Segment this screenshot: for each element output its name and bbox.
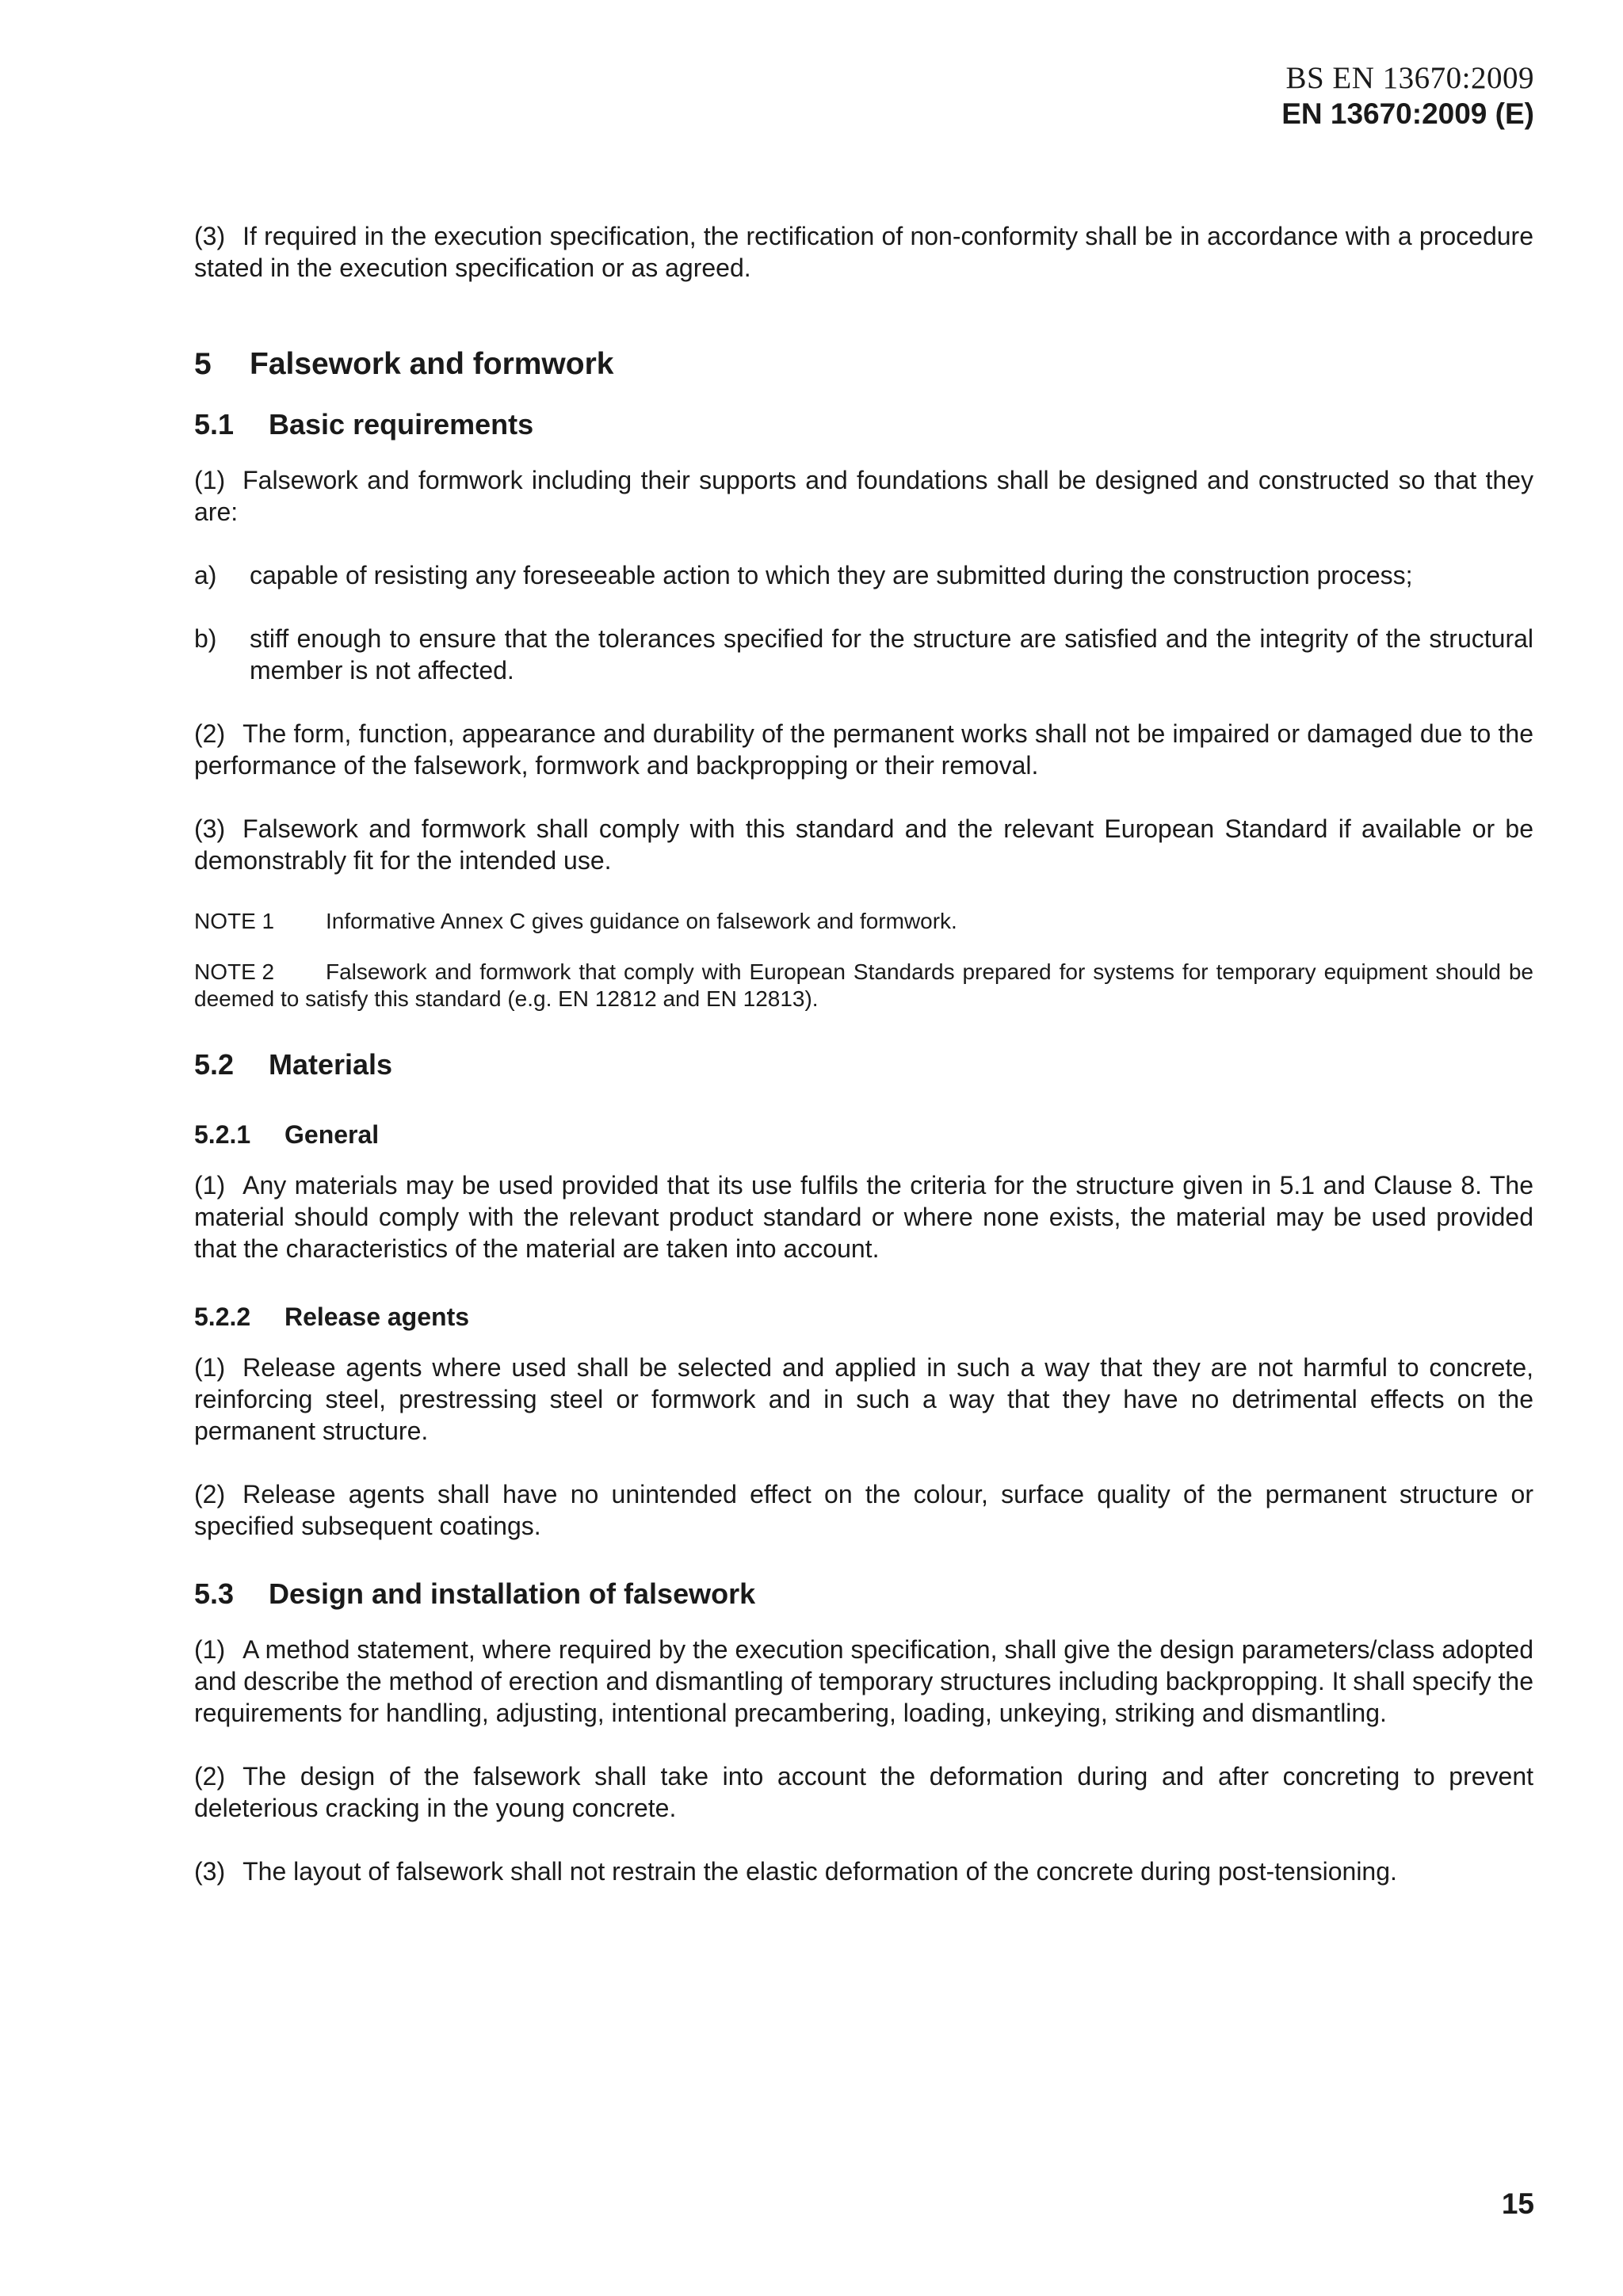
- paragraph-text: The layout of falsework shall not restrain the elastic deformation of the concrete during post-tensioning.: [242, 1857, 1397, 1886]
- subsection-title: General: [285, 1120, 380, 1149]
- note-1: [194, 908, 1533, 935]
- paragraph-text: The form, function, appearance and durability of the permanent works shall not be impaired or damaged due to the performance of the falsework, formwork and backpropping or their removal.: [194, 719, 1533, 780]
- section-5-2-heading: [194, 1047, 1533, 1082]
- note-text: Falsework and formwork that comply with European Standards prepared for systems for temporary equipment should be deemed to satisfy this standard (e.g. EN 12812 and EN 12813).: [194, 959, 1533, 1011]
- subsection-number: 5.2.2: [194, 1302, 251, 1331]
- section-5-2-1-heading: [194, 1119, 1533, 1150]
- paragraph-5-2-2-2: [194, 1478, 1533, 1542]
- note-text: Informative Annex C gives guidance on falsework and formwork.: [326, 909, 957, 933]
- section-title: Materials: [269, 1048, 393, 1081]
- paragraph-number: (1): [194, 466, 226, 494]
- section-title: Design and installation of falsework: [269, 1577, 756, 1610]
- paragraph-5-2-1-1: [194, 1169, 1533, 1264]
- paragraph-5-3-1: [194, 1634, 1533, 1729]
- paragraph-number: (2): [194, 719, 226, 748]
- list-item-a: [194, 559, 1533, 591]
- list-item-b: [194, 623, 1533, 686]
- section-5-3-heading: [194, 1577, 1533, 1611]
- paragraph-number: (3): [194, 814, 226, 843]
- paragraph-number: (2): [194, 1480, 226, 1508]
- en-standard-code: EN 13670:2009 (E): [1281, 97, 1534, 130]
- paragraph-number: (3): [194, 222, 226, 250]
- document-header: [1281, 60, 1534, 132]
- subsection-title: Release agents: [285, 1302, 470, 1331]
- paragraph-5-2-2-1: [194, 1352, 1533, 1447]
- section-title: Basic requirements: [269, 408, 534, 441]
- paragraph-number: (1): [194, 1353, 226, 1382]
- paragraph-text: If required in the execution specification, the rectification of non-conformity shall be in accordance with a procedure stated in the execution specification or as agreed.: [194, 222, 1533, 282]
- paragraph-number: (2): [194, 1762, 226, 1791]
- note-label: NOTE 1: [194, 909, 275, 933]
- clause-title: Falsework and formwork: [250, 347, 614, 381]
- paragraph-number: (3): [194, 1857, 226, 1886]
- paragraph-text: Falsework and formwork shall comply with this standard and the relevant European Standard if available or be demonstrably fit for the intended use.: [194, 814, 1533, 875]
- paragraph-number: (1): [194, 1635, 226, 1664]
- list-marker: b): [194, 624, 217, 653]
- section-5-2-2-heading: [194, 1301, 1533, 1333]
- paragraph-5-3-2: [194, 1760, 1533, 1824]
- section-number: 5.1: [194, 408, 235, 441]
- list-marker: a): [194, 561, 217, 589]
- paragraph-text: Release agents where used shall be selected and applied in such a way that they are not harmful to concrete, reinforcing steel, prestressing steel or formwork and in such a way that they have no detrimental effects on the permanent structure.: [194, 1353, 1533, 1445]
- section-5-1-heading: [194, 407, 1533, 442]
- paragraph-4-3: [194, 220, 1533, 284]
- list-item-text: stiff enough to ensure that the tolerances specified for the structure are satisfied and the integrity of the structural member is not affected.: [250, 624, 1533, 685]
- paragraph-text: Falsework and formwork including their supports and foundations shall be designed and constructed so that they are:: [194, 466, 1533, 526]
- paragraph-5-1-1: [194, 464, 1533, 528]
- bs-standard-code: BS EN 13670:2009: [1285, 61, 1534, 95]
- paragraph-text: Any materials may be used provided that its use fulfils the criteria for the structure given in 5.1 and Clause 8. The material should comply with the relevant product standard or where none exists, the material may be used provided that the characteristics of the material are taken into account.: [194, 1171, 1533, 1263]
- paragraph-number: (1): [194, 1171, 226, 1199]
- paragraph-text: The design of the falsework shall take into account the deformation during and after concreting to prevent deleterious cracking in the young concrete.: [194, 1762, 1533, 1822]
- page-number: 15: [1501, 2187, 1534, 2220]
- paragraph-text: Release agents shall have no unintended effect on the colour, surface quality of the permanent structure or specified subsequent coatings.: [194, 1480, 1533, 1540]
- paragraph-5-3-3: [194, 1855, 1533, 1887]
- paragraph-5-1-3: [194, 813, 1533, 876]
- paragraph-5-1-2: [194, 718, 1533, 781]
- clause-number: 5: [194, 347, 212, 381]
- section-number: 5.3: [194, 1577, 235, 1610]
- list-item-text: capable of resisting any foreseeable action to which they are submitted during the construction process;: [250, 561, 1413, 589]
- paragraph-text: A method statement, where required by the execution specification, shall give the design parameters/class adopted and describe the method of erection and dismantling of temporary structures including backpropping. It shall specify the requirements for handling, adjusting, intentional precambering, loading, unkeying, striking and dismantling.: [194, 1635, 1533, 1727]
- subsection-number: 5.2.1: [194, 1120, 251, 1149]
- note-label: NOTE 2: [194, 959, 275, 984]
- section-number: 5.2: [194, 1048, 235, 1081]
- clause-5-heading: [194, 345, 1533, 383]
- note-2: [194, 959, 1533, 1013]
- document-body: [194, 220, 1533, 1919]
